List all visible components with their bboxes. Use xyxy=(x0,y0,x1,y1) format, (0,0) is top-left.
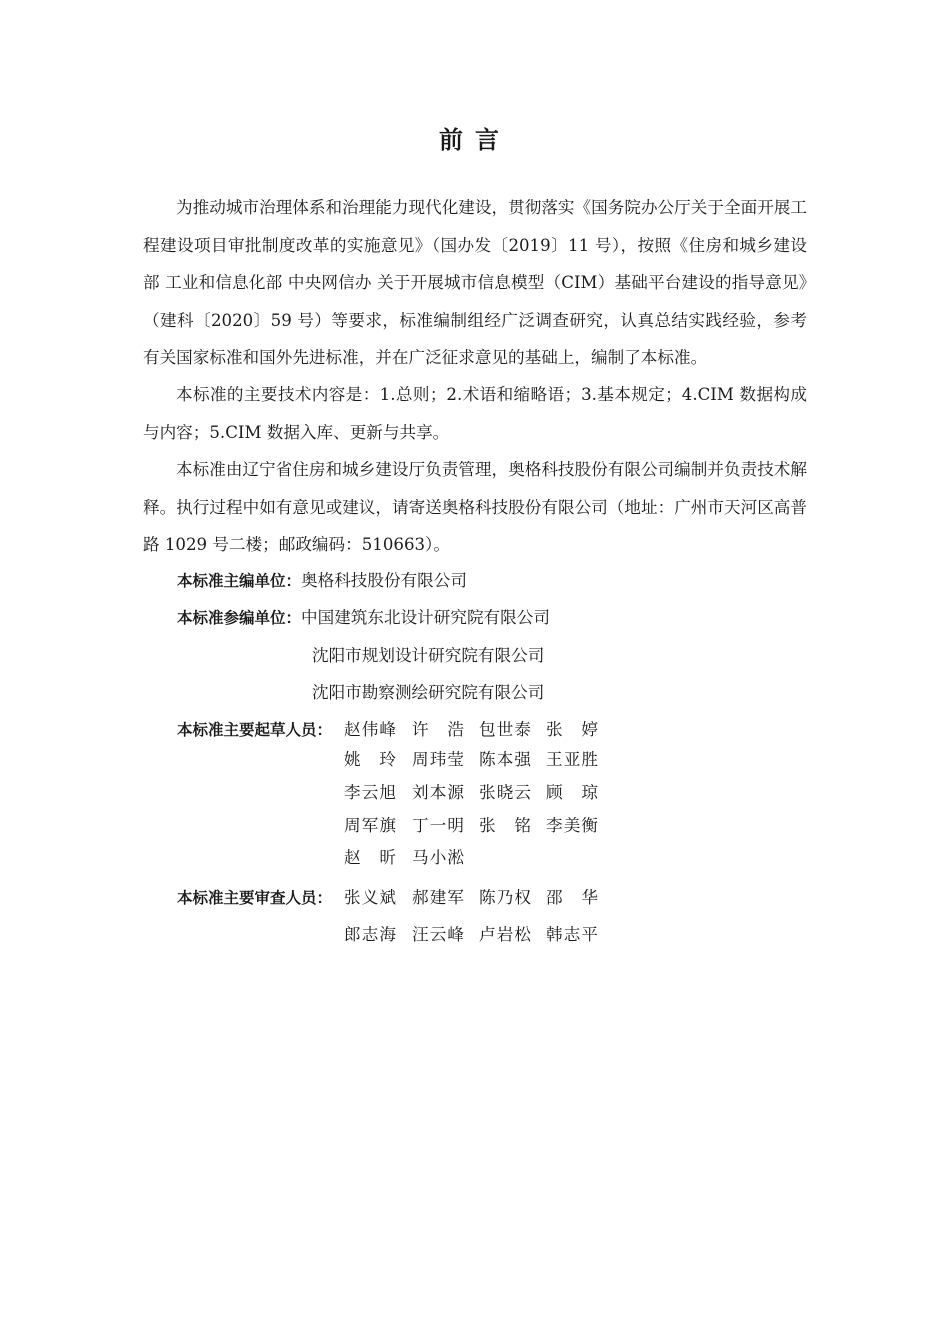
participating-unit-value: 沈阳市勘察测绘研究院有限公司 xyxy=(312,683,545,702)
drafter-name: 许浩 xyxy=(412,720,464,739)
drafter-name: 刘本源 xyxy=(412,783,464,802)
drafter-name: 李云旭 xyxy=(344,783,396,802)
drafter-name: 张铭 xyxy=(479,816,531,835)
paragraph-1: 为推动城市治理体系和治理能力现代化建设，贯彻落实《国务院办公厅关于全面开展工程建设项目审批制度改革的实施意见》（国办发〔2019〕11 号），按照《住房和城乡建设部 工业和信息化部 中央网信办 关于开展城市信息模型（CIM）基础平台建设的指导意见》（建科〔2020〕59 号）等要求，标准编制组经广泛调查研究，认真总结实践经验，参考有关国家标准和国外先进标准，并在广泛征求意见的基础上，编制了本标准。 xyxy=(143,198,807,367)
drafter-name: 包世泰 xyxy=(479,720,531,739)
reviewers-label-line xyxy=(177,886,332,910)
participating-unit-value: 中国建筑东北设计研究院有限公司 xyxy=(301,608,550,627)
drafters-label: 本标准主要起草人员： xyxy=(177,721,333,739)
reviewer-name: 卢岩松 xyxy=(479,925,531,944)
drafters-row xyxy=(344,781,614,805)
drafter-name: 顾琼 xyxy=(546,783,598,802)
drafters-row xyxy=(344,748,614,772)
drafter-name: 周军旗 xyxy=(344,816,396,835)
chief-unit-label: 本标准主编单位： xyxy=(177,572,302,590)
page-title: 前言 xyxy=(439,126,511,154)
reviewers-row xyxy=(344,886,614,910)
drafter-name: 马小淞 xyxy=(412,848,464,867)
drafter-name: 丁一明 xyxy=(412,816,464,835)
paragraph-2: 本标准的主要技术内容是：1.总则；2.术语和缩略语；3.基本规定；4.CIM 数据构成与内容；5.CIM 数据入库、更新与共享。 xyxy=(143,385,807,442)
reviewers-label: 本标准主要审查人员： xyxy=(177,889,333,907)
participating-unit-line xyxy=(177,606,550,630)
drafter-name: 王亚胜 xyxy=(546,750,598,769)
drafters-label-line xyxy=(177,718,332,742)
drafter-name: 张婷 xyxy=(546,720,598,739)
drafters-row xyxy=(344,846,614,870)
drafters-row xyxy=(344,814,614,838)
participating-unit-value: 沈阳市规划设计研究院有限公司 xyxy=(312,646,545,665)
drafter-name: 周玮莹 xyxy=(412,750,464,769)
reviewer-name: 郝建军 xyxy=(412,888,464,907)
participating-unit-label: 本标准参编单位： xyxy=(177,609,302,627)
reviewers-row xyxy=(344,923,614,947)
reviewer-name: 韩志平 xyxy=(546,925,598,944)
chief-unit-line xyxy=(177,569,467,593)
paragraph-3: 本标准由辽宁省住房和城乡建设厅负责管理，奥格科技股份有限公司编制并负责技术解释。执行过程中如有意见或建议，请寄送奥格科技股份有限公司（地址：广州市天河区高普路 1029 号二楼；邮政编码：510663）。 xyxy=(143,460,807,554)
drafters-row xyxy=(344,718,614,742)
drafter-name: 赵昕 xyxy=(344,848,396,867)
drafter-name: 张晓云 xyxy=(479,783,531,802)
drafter-name: 李美衡 xyxy=(546,816,598,835)
drafter-name: 陈本强 xyxy=(479,750,531,769)
reviewer-name: 陈乃权 xyxy=(479,888,531,907)
reviewer-name: 郎志海 xyxy=(344,925,396,944)
reviewer-name: 张义斌 xyxy=(344,888,396,907)
drafter-name: 赵伟峰 xyxy=(344,720,396,739)
reviewer-name: 汪云峰 xyxy=(412,925,464,944)
drafter-name: 姚玲 xyxy=(344,750,396,769)
reviewer-name: 邵华 xyxy=(546,888,598,907)
chief-unit-value: 奥格科技股份有限公司 xyxy=(301,571,467,590)
